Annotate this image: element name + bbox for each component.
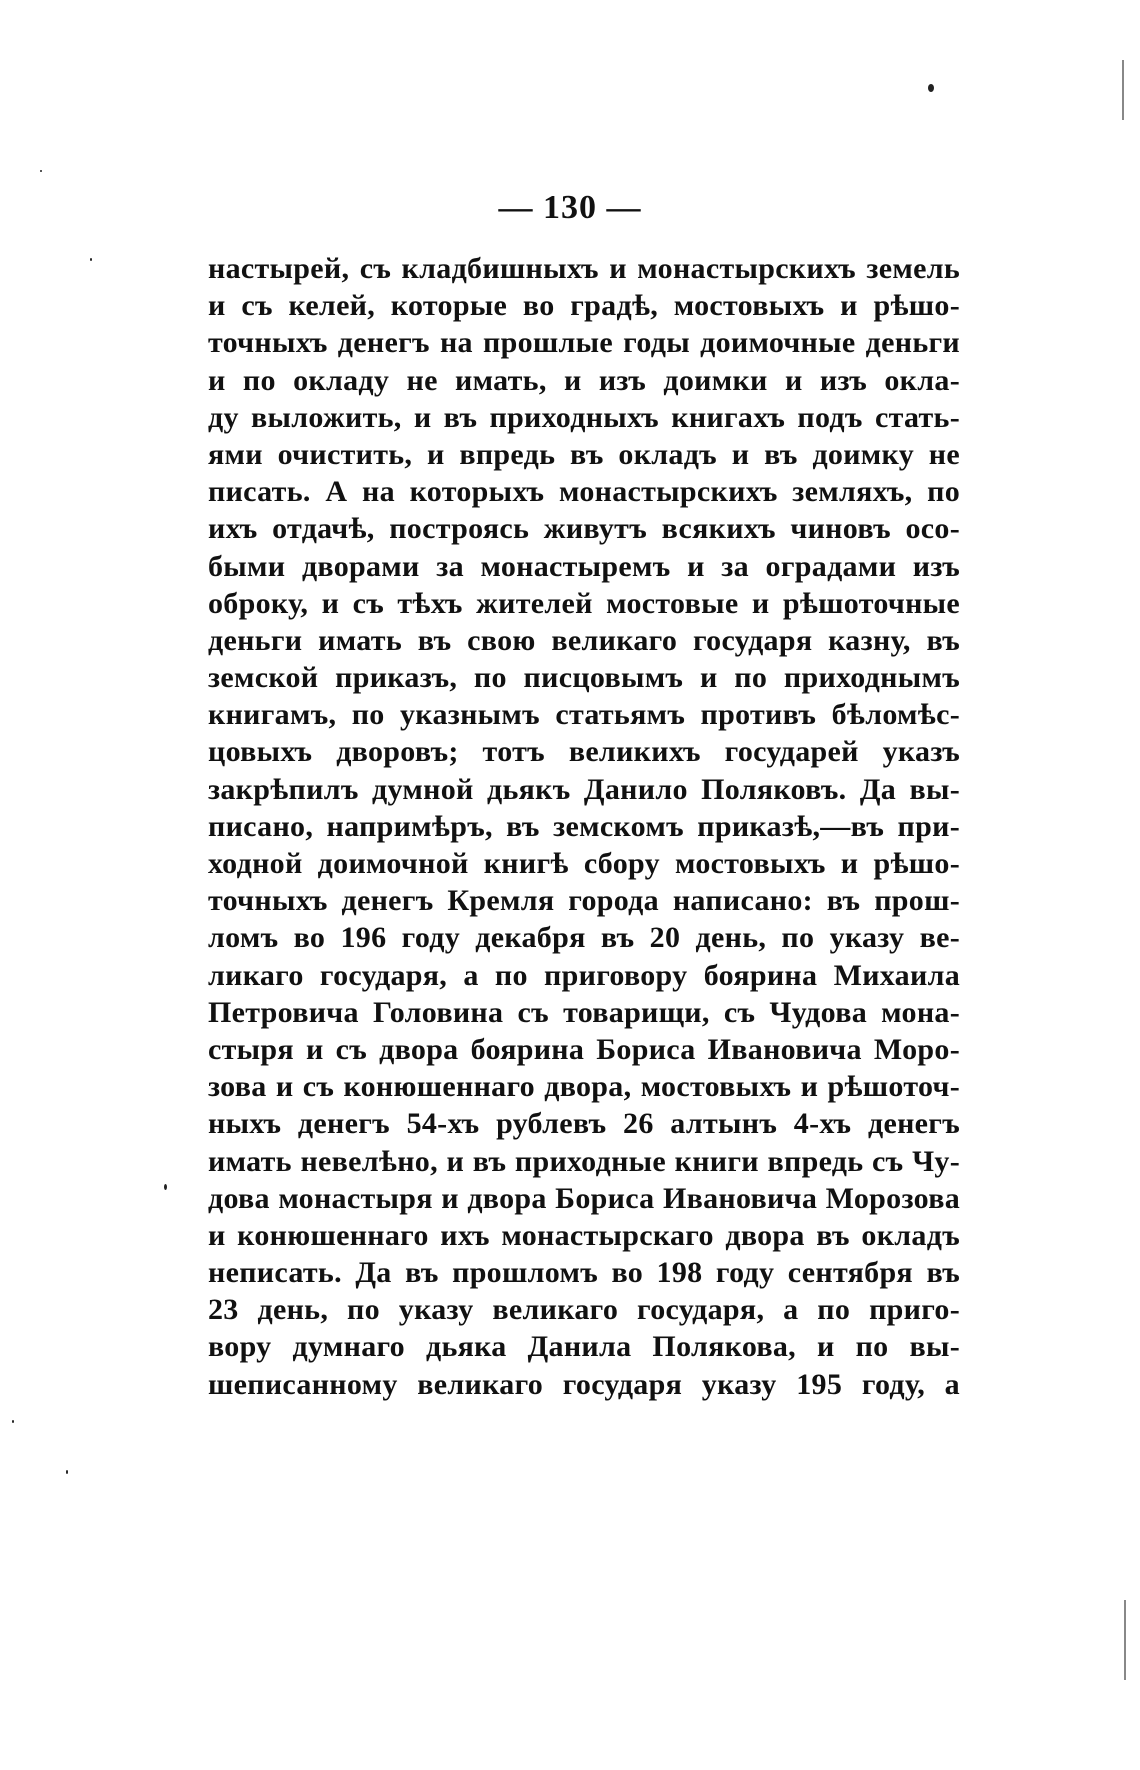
text-line: настырей, съ кладбишныхъ и монастырскихъ земель [208,252,960,285]
scan-speck [40,170,42,172]
text-line: деньги имать въ свою великаго государя казну, въ [208,623,960,657]
text-line: зова и съ конюшеннаго двора, мостовыхъ и рѣшоточ- [208,1070,960,1104]
text-line: писать. А на которыхъ монастырскихъ земляхъ, по [208,475,960,509]
text-line: дова монастыря и двора Бориса Ивановича Морозова [208,1181,960,1215]
text-line: ихъ отдачѣ, построясь живутъ всякихъ чиновъ осо- [208,512,960,546]
text-line: ходной доимочной книгѣ сбору мостовыхъ и рѣшо- [208,847,960,880]
text-line: 23 день, по указу великаго государя, а по приго- [208,1293,960,1327]
scan-speck [66,1470,68,1474]
gutter-edge [1122,60,1124,120]
page-number: — 130 — [498,189,642,226]
text-line: земской приказъ, по писцовымъ и по приходнымъ [208,661,960,695]
text-line: точныхъ денегъ на прошлые годы доимочные деньги [208,326,960,360]
text-line: ломъ во 196 году декабря въ 20 день, по указу ве- [208,921,960,955]
body-text [208,250,960,1403]
text-line: оброку, и съ тѣхъ жителей мостовые и рѣшоточные [208,586,960,620]
text-line: и по окладу не имать, и изъ доимки и изъ окла- [208,363,960,397]
scan-speck [164,1184,167,1190]
text-line: ду выложить, и въ приходныхъ книгахъ подъ стать- [208,400,960,434]
scan-speck [90,258,92,261]
text-line: вору думнаго дьяка Данила Полякова, и по вы- [208,1330,960,1364]
text-line: и съ келей, которые во градѣ, мостовыхъ и рѣшо- [208,289,960,323]
text-line: писано, напримѣръ, въ земскомъ приказѣ,—въ при- [208,809,960,843]
text-line: ныхъ денегъ 54-хъ рублевъ 26 алтынъ 4-хъ денегъ [208,1107,960,1141]
text-line: цовыхъ дворовъ; тотъ великихъ государей указъ [208,735,960,769]
scan-speck [928,84,934,92]
text-line: закрѣпилъ думной дьякъ Данило Поляковъ. Да вы- [208,772,960,806]
scan-speck [12,1420,14,1423]
text-line: ями очистить, и впредь въ окладъ и въ доимку не [208,437,960,471]
text-line: шеписанному великаго государя указу 195 году, а [208,1367,960,1401]
text-line: неписать. Да въ прошломъ во 198 году сентября въ [208,1256,960,1290]
text-line: стыря и съ двора боярина Бориса Ивановича Моро- [208,1032,960,1066]
text-line: быми дворами за монастыремъ и за оградами изъ [208,549,960,583]
text-line: ликаго государя, а по приговору боярина Михаила [208,958,960,992]
text-line: книгамъ, по указнымъ статьямъ противъ бѣломѣс- [208,698,960,732]
gutter-edge [1124,1600,1126,1680]
text-line: Петровича Головина съ товарищи, съ Чудова мона- [208,995,960,1029]
text-line: точныхъ денегъ Кремля города написано: въ прош- [208,884,960,918]
text-line: и конюшеннаго ихъ монастырскаго двора въ окладъ [208,1218,960,1252]
text-line: имать невелѣно, и въ приходные книги впредь съ Чу- [208,1144,960,1178]
